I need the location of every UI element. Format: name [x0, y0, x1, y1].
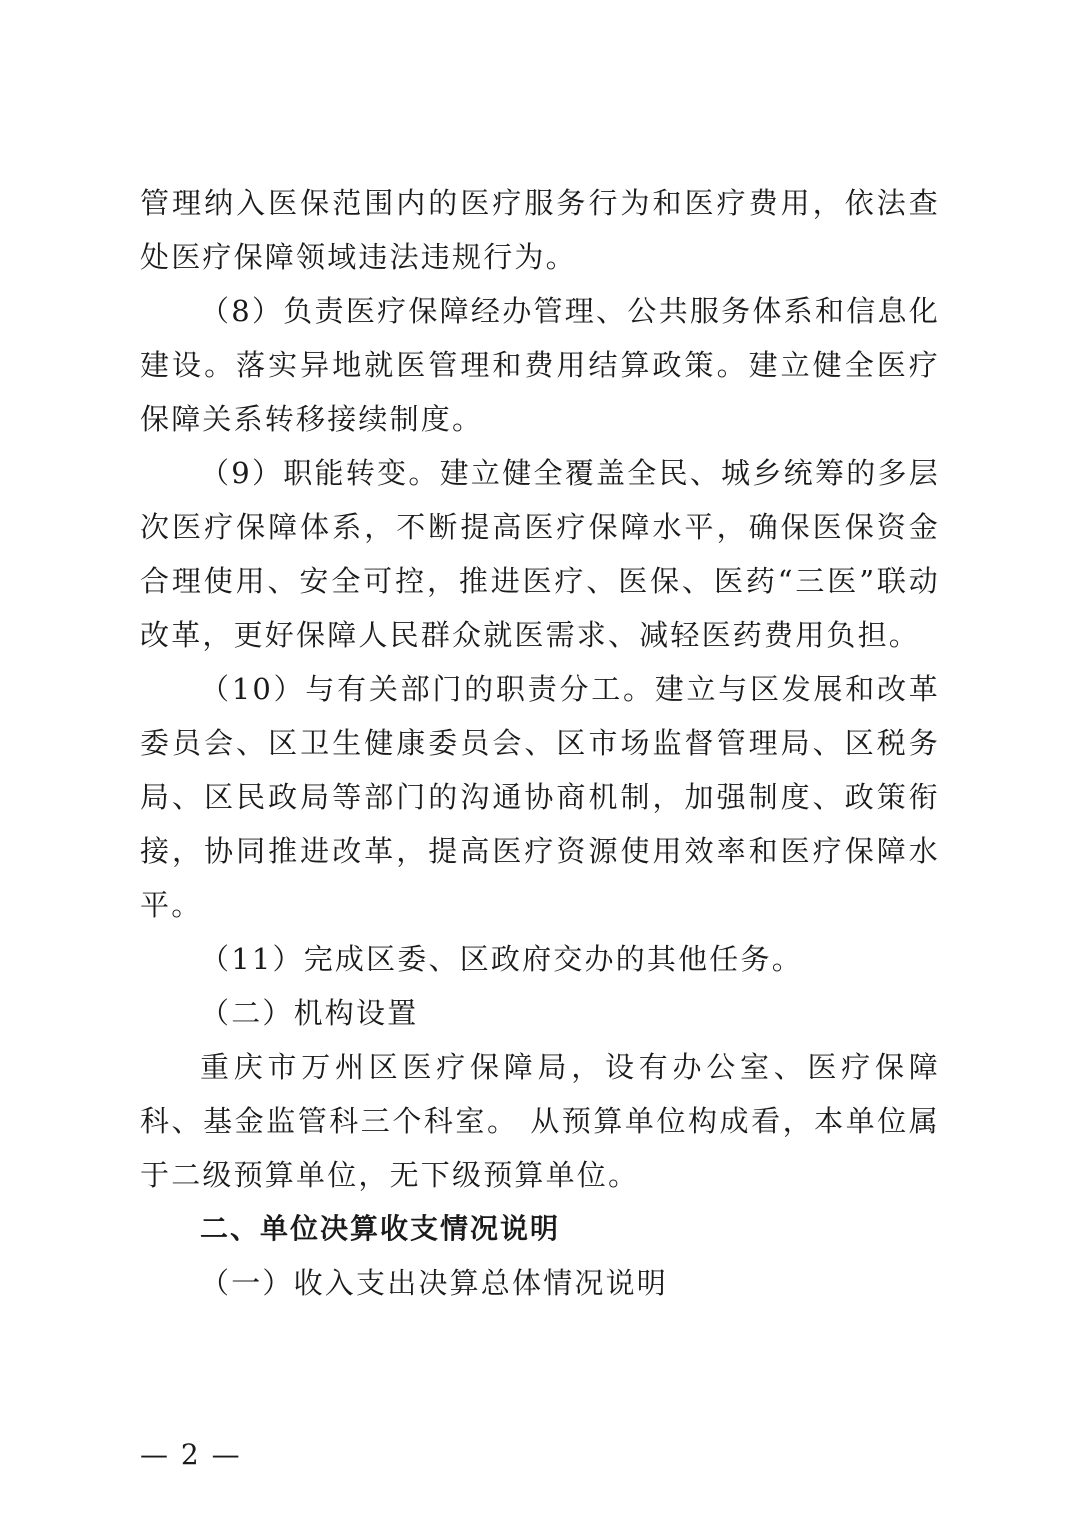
paragraph-item-10: （10）与有关部门的职责分工。建立与区发展和改革委员会、区卫生健康委员会、区市场监督管理局、区税务局、区民政局等部门的沟通协商机制，加强制度、政策衔接，协同推进改革，提高医疗资源使用效率和医疗保障水平。: [140, 672, 940, 922]
paragraph-item-8: （8）负责医疗保障经办管理、公共服务体系和信息化建设。落实异地就医管理和费用结算政策。建立健全医疗保障关系转移接续制度。: [140, 294, 940, 436]
paragraph-item-11: （11）完成区委、区政府交办的其他任务。: [200, 942, 803, 976]
paragraph-item-9: （9）职能转变。建立健全覆盖全民、城乡统筹的多层次医疗保障体系，不断提高医疗保障水平，确保医保资金合理使用、安全可控，推进医疗、医保、医药“三医”联动改革，更好保障人民群众就医需求、减轻医药费用负担。: [140, 456, 940, 652]
paragraph-org-structure: 重庆市万州区医疗保障局，设有办公室、医疗保障科、基金监管科三个科室。 从预算单位构成看，本单位属于二级预算单位，无下级预算单位。: [140, 1050, 940, 1192]
document-body: [140, 176, 940, 1310]
paragraph-supervision-continued: 管理纳入医保范围内的医疗服务行为和医疗费用，依法查处医疗保障领域违法违规行为。: [140, 186, 940, 274]
page-number: — 2 —: [140, 1438, 242, 1471]
subheading-income-expense-overview: （一）收入支出决算总体情况说明: [200, 1266, 669, 1300]
section-heading-budget-summary: 二、单位决算收支情况说明: [200, 1212, 561, 1245]
subheading-org-structure: （二）机构设置: [200, 996, 419, 1030]
